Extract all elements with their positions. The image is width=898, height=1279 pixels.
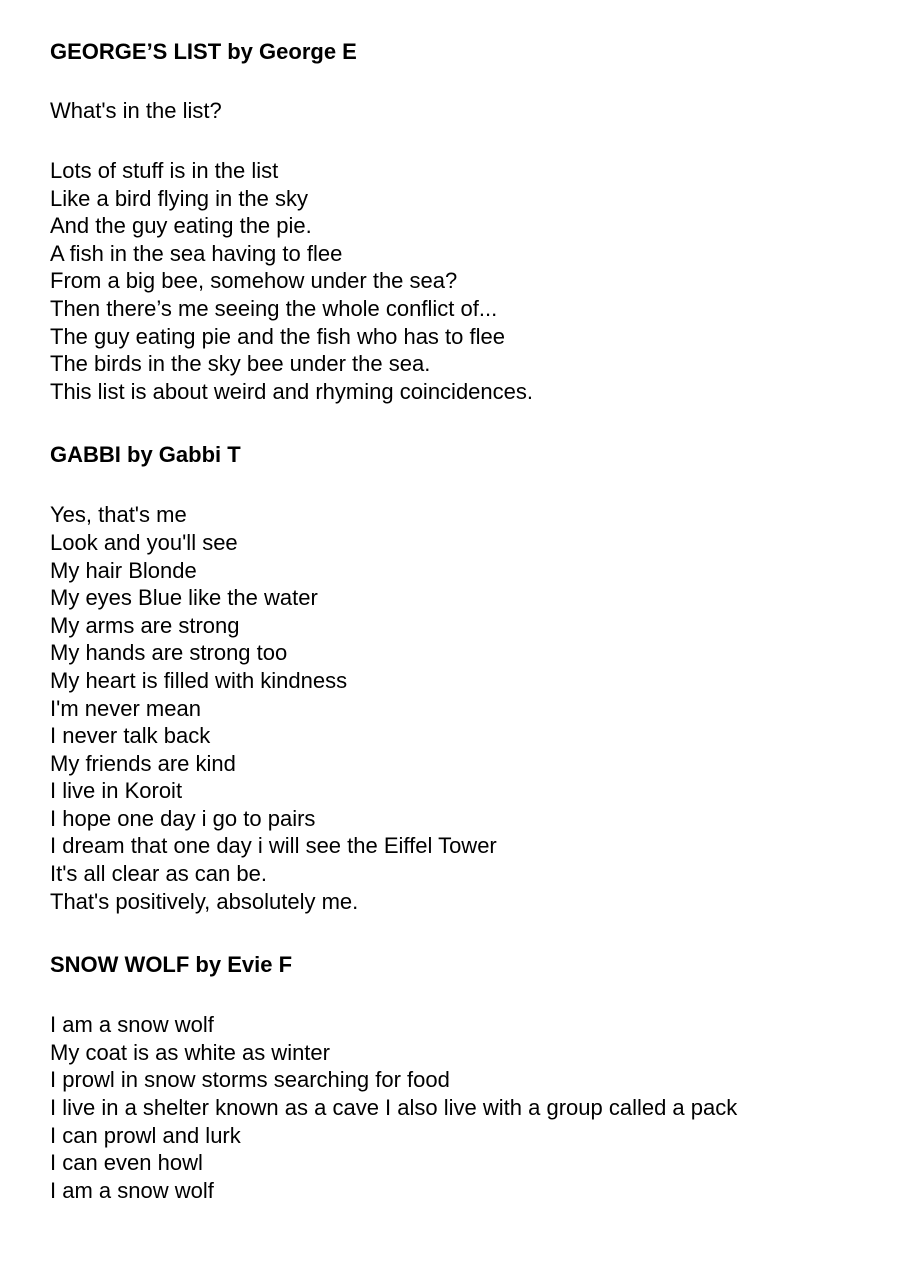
poem-line: Then there’s me seeing the whole conflict of...: [50, 295, 498, 321]
poem-georges-list: [50, 38, 890, 405]
poem-title: GEORGE’S LIST by George E: [50, 39, 357, 64]
poem-line: The guy eating pie and the fish who has to flee: [50, 323, 505, 349]
poem-lines: [50, 1011, 890, 1204]
poem-line: I can even howl: [50, 1150, 203, 1176]
poem-line: From a big bee, somehow under the sea?: [50, 268, 458, 294]
poem-title: SNOW WOLF by Evie F: [50, 952, 293, 978]
poem-line: I am a snow wolf: [50, 1177, 214, 1203]
poem-line: This list is about weird and rhyming coincidences.: [50, 378, 534, 404]
poem-line: I never talk back: [50, 723, 211, 749]
poem-line: My arms are strong: [50, 612, 240, 638]
poem-line: The birds in the sky bee under the sea.: [50, 351, 431, 377]
poem-line: My eyes Blue like the water: [50, 585, 318, 611]
poem-line: Like a bird flying in the sky: [50, 185, 309, 211]
poem-intro: What's in the list?: [50, 98, 222, 123]
poem-line: And the guy eating the pie.: [50, 213, 312, 239]
poem-line: A fish in the sea having to flee: [50, 240, 343, 266]
poem-line: I am a snow wolf: [50, 1012, 214, 1038]
poem-line: It's all clear as can be.: [50, 861, 267, 887]
poem-lines: [50, 157, 890, 405]
poem-line: My hands are strong too: [50, 640, 288, 666]
poem-title: GABBI by Gabbi T: [50, 442, 241, 468]
poem-line: Yes, that's me: [50, 502, 187, 528]
poem-line: My coat is as white as winter: [50, 1039, 330, 1065]
poem-line: Lots of stuff is in the list: [50, 158, 279, 183]
poem-gabbi: [50, 441, 890, 915]
poem-line: My heart is filled with kindness: [50, 667, 348, 693]
poem-line: I live in a shelter known as a cave I also live with a group called a pack: [50, 1095, 738, 1121]
poem-line: My friends are kind: [50, 750, 236, 776]
poem-line: I'm never mean: [50, 695, 201, 721]
poem-line: My hair Blonde: [50, 557, 197, 583]
poem-lines: [50, 501, 890, 915]
poem-snow-wolf: [50, 951, 890, 1204]
poem-line: I live in Koroit: [50, 778, 183, 804]
poem-line: I can prowl and lurk: [50, 1122, 241, 1148]
document-page: [50, 38, 890, 1204]
poem-line: I prowl in snow storms searching for food: [50, 1067, 450, 1093]
poem-line: I dream that one day i will see the Eiffel Tower: [50, 833, 497, 859]
poem-line: Look and you'll see: [50, 529, 238, 555]
poem-line: I hope one day i go to pairs: [50, 805, 316, 831]
poem-line: That's positively, absolutely me.: [50, 888, 359, 914]
